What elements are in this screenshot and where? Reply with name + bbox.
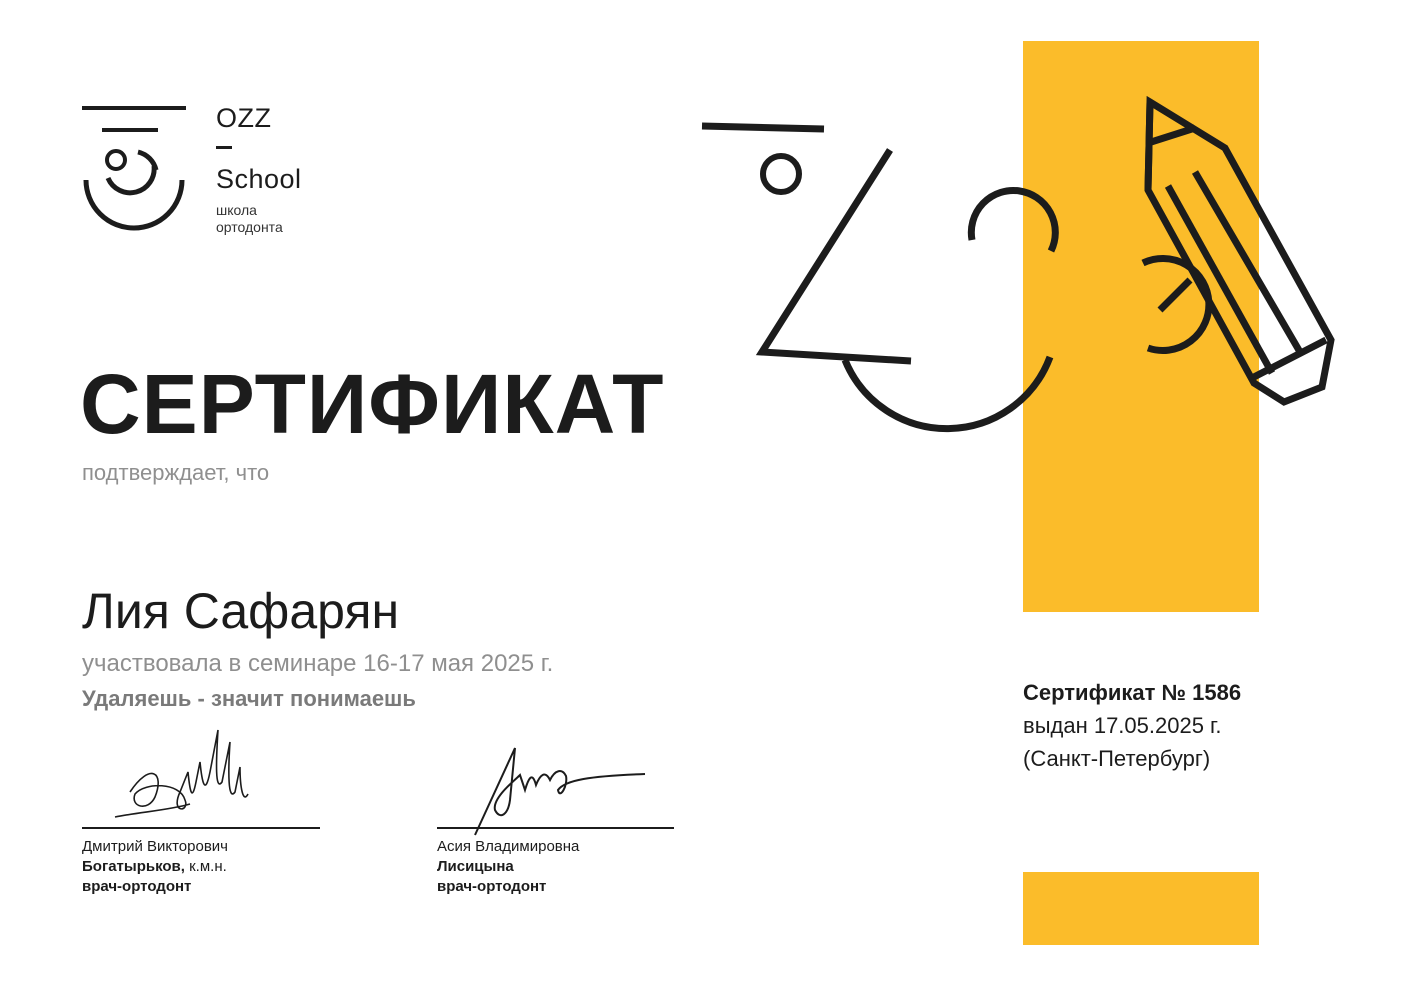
issue-date: выдан 17.05.2025 г. <box>1023 713 1222 738</box>
signature-line-1 <box>82 827 320 829</box>
ozz-school-logo <box>80 100 190 235</box>
confirm-text: подтверждает, что <box>82 460 270 485</box>
certificate-info <box>1023 676 1241 775</box>
brand-name-line1: OZZ <box>216 103 272 133</box>
brand-name-line2: School <box>216 164 302 194</box>
signatory-2-role: врач-ортодонт <box>437 878 547 895</box>
signatory-1-first-names: Дмитрий Викторович <box>82 838 228 855</box>
yellow-accent-block-bottom <box>1023 872 1259 945</box>
signature-1 <box>110 722 260 827</box>
course-name: Удаляешь - значит понимаешь <box>82 686 416 711</box>
signatory-2-surname: Лисицына <box>437 858 514 875</box>
signatory-1-degree: к.м.н. <box>184 858 227 875</box>
certificate-title: СЕРТИФИКАТ <box>80 357 665 451</box>
brand-subtitle-line2: ортодонта <box>216 219 283 235</box>
face-with-pencil-illustration <box>690 90 1350 470</box>
signature-line-2 <box>437 827 674 829</box>
signature-2 <box>470 740 655 840</box>
issue-city: (Санкт-Петербург) <box>1023 746 1211 771</box>
brand-subtitle-line1: школа <box>216 202 257 218</box>
recipient-name: Лия Сафарян <box>82 583 400 639</box>
brand-dash <box>216 146 232 149</box>
certificate-number: Сертификат № 1586 <box>1023 680 1242 705</box>
signatory-1 <box>82 837 228 897</box>
signatory-2 <box>437 837 579 897</box>
signatory-1-surname: Богатырьков, <box>82 858 185 875</box>
event-description: участвовала в семинаре 16-17 мая 2025 г. <box>82 650 554 677</box>
signatory-1-role: врач-ортодонт <box>82 878 192 895</box>
signatory-2-first-names: Асия Владимировна <box>437 838 580 855</box>
signatory-1-surname-line <box>82 857 228 877</box>
